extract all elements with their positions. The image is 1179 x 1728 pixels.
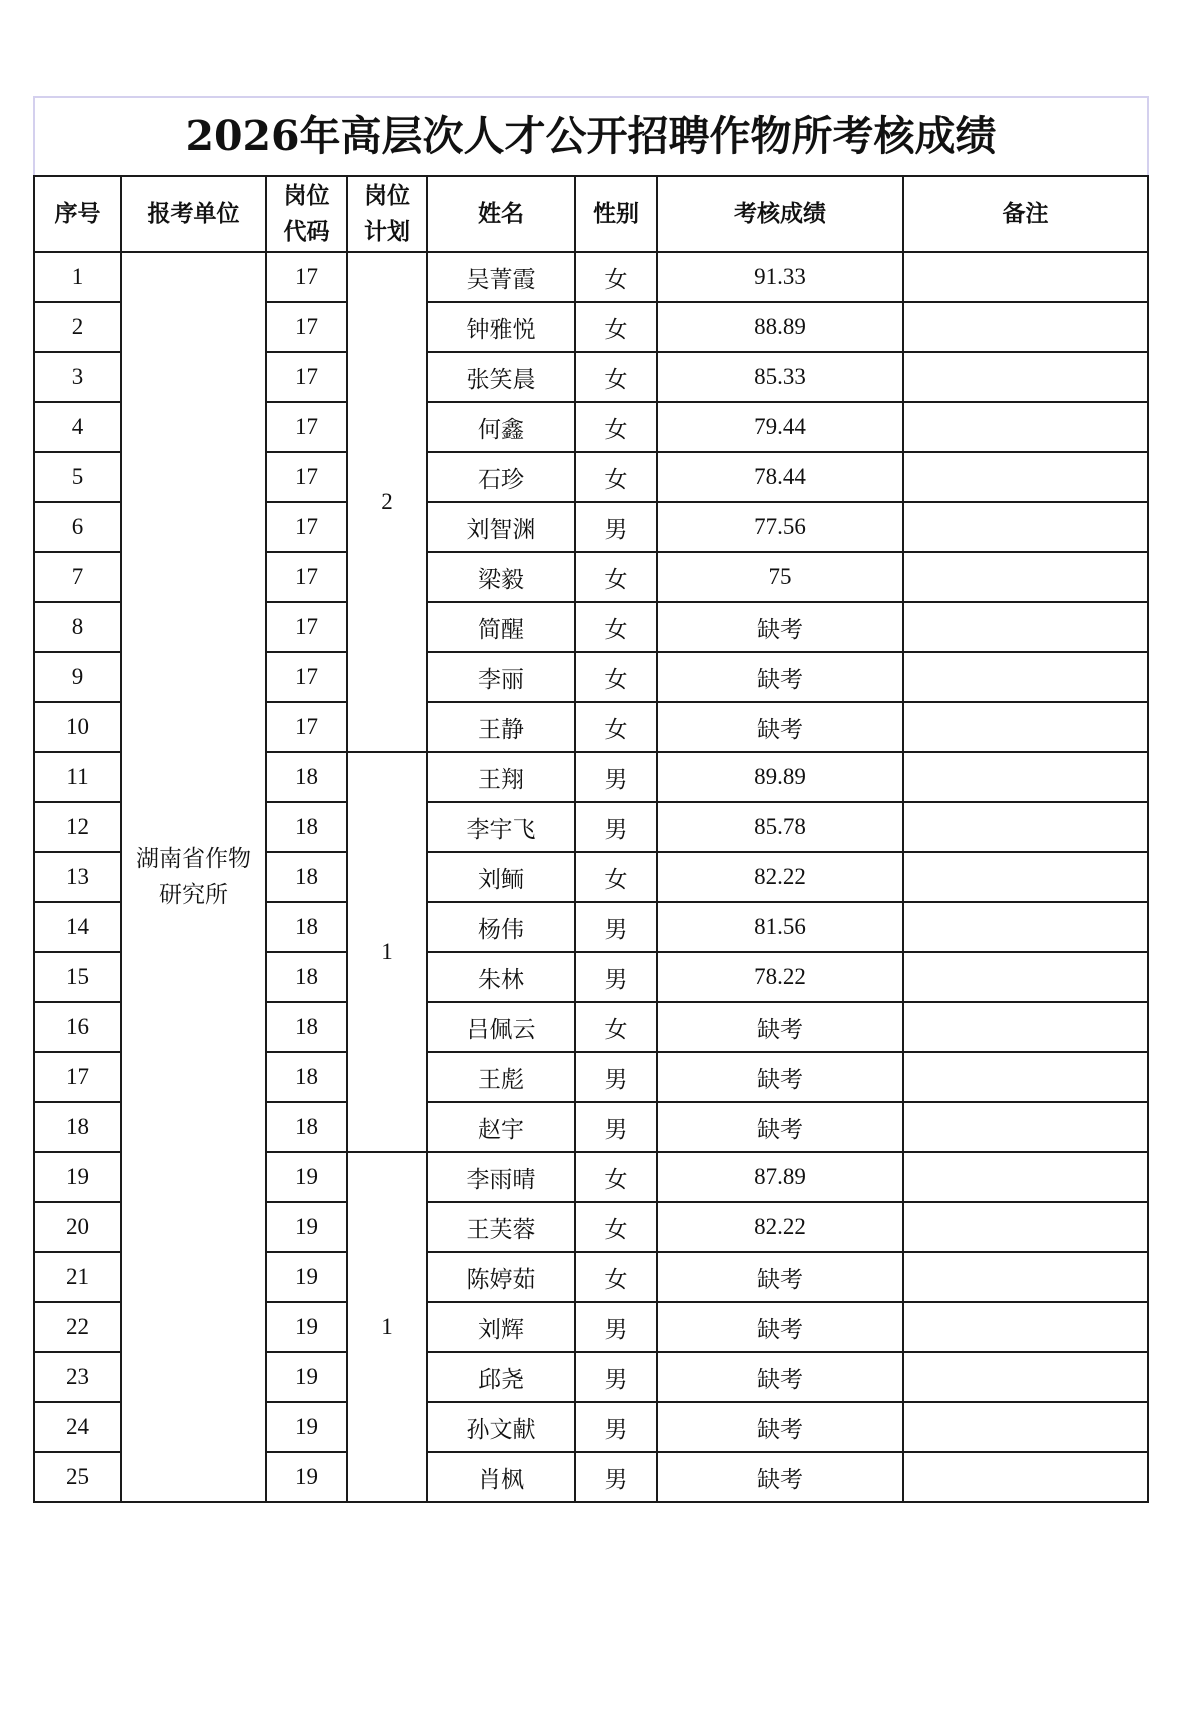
header-score: 考核成绩	[657, 176, 903, 252]
cell-code: 19	[266, 1252, 347, 1302]
cell-name: 李雨晴	[427, 1152, 575, 1202]
cell-remark	[903, 652, 1148, 702]
cell-seq: 8	[34, 602, 121, 652]
cell-remark	[903, 752, 1148, 802]
cell-plan: 2	[347, 252, 427, 752]
cell-score: 缺考	[657, 1252, 903, 1302]
cell-seq: 1	[34, 252, 121, 302]
cell-seq: 13	[34, 852, 121, 902]
cell-name: 刘智渊	[427, 502, 575, 552]
cell-seq: 25	[34, 1452, 121, 1502]
cell-code: 19	[266, 1202, 347, 1252]
cell-seq: 12	[34, 802, 121, 852]
cell-name: 杨伟	[427, 902, 575, 952]
cell-code: 19	[266, 1302, 347, 1352]
cell-code: 17	[266, 452, 347, 502]
cell-seq: 9	[34, 652, 121, 702]
cell-code: 18	[266, 1002, 347, 1052]
cell-score: 78.44	[657, 452, 903, 502]
cell-gender: 女	[575, 1252, 657, 1302]
cell-name: 王芙蓉	[427, 1202, 575, 1252]
cell-name: 孙文献	[427, 1402, 575, 1452]
cell-seq: 6	[34, 502, 121, 552]
cell-remark	[903, 302, 1148, 352]
cell-remark	[903, 852, 1148, 902]
cell-code: 19	[266, 1452, 347, 1502]
cell-plan: 1	[347, 752, 427, 1152]
cell-score: 缺考	[657, 1002, 903, 1052]
cell-gender: 男	[575, 902, 657, 952]
cell-remark	[903, 352, 1148, 402]
cell-gender: 男	[575, 502, 657, 552]
cell-code: 18	[266, 1052, 347, 1102]
header-remark: 备注	[903, 176, 1148, 252]
cell-gender: 女	[575, 652, 657, 702]
cell-seq: 18	[34, 1102, 121, 1152]
cell-seq: 16	[34, 1002, 121, 1052]
header-row	[34, 176, 1148, 252]
cell-score: 79.44	[657, 402, 903, 452]
cell-score: 缺考	[657, 702, 903, 752]
cell-remark	[903, 1252, 1148, 1302]
cell-seq: 2	[34, 302, 121, 352]
cell-name: 石珍	[427, 452, 575, 502]
cell-gender: 女	[575, 552, 657, 602]
cell-score: 缺考	[657, 1352, 903, 1402]
cell-name: 王静	[427, 702, 575, 752]
cell-score: 87.89	[657, 1152, 903, 1202]
cell-seq: 19	[34, 1152, 121, 1202]
cell-remark	[903, 1102, 1148, 1152]
cell-remark	[903, 1352, 1148, 1402]
cell-code: 17	[266, 502, 347, 552]
cell-seq: 10	[34, 702, 121, 752]
cell-score: 85.78	[657, 802, 903, 852]
cell-gender: 女	[575, 1002, 657, 1052]
cell-code: 19	[266, 1152, 347, 1202]
cell-seq: 14	[34, 902, 121, 952]
cell-seq: 15	[34, 952, 121, 1002]
cell-remark	[903, 502, 1148, 552]
cell-remark	[903, 1302, 1148, 1352]
cell-score: 85.33	[657, 352, 903, 402]
cell-unit: 湖南省作物 研究所	[121, 252, 266, 1502]
cell-code: 19	[266, 1402, 347, 1452]
cell-score: 91.33	[657, 252, 903, 302]
cell-gender: 女	[575, 1152, 657, 1202]
cell-score: 缺考	[657, 1452, 903, 1502]
cell-remark	[903, 902, 1148, 952]
cell-name: 刘鲕	[427, 852, 575, 902]
cell-score: 缺考	[657, 602, 903, 652]
cell-name: 李丽	[427, 652, 575, 702]
cell-remark	[903, 402, 1148, 452]
cell-score: 77.56	[657, 502, 903, 552]
cell-code: 17	[266, 702, 347, 752]
cell-seq: 23	[34, 1352, 121, 1402]
cell-score: 82.22	[657, 852, 903, 902]
cell-gender: 男	[575, 752, 657, 802]
cell-gender: 男	[575, 1102, 657, 1152]
cell-score: 89.89	[657, 752, 903, 802]
cell-code: 18	[266, 852, 347, 902]
cell-remark	[903, 702, 1148, 752]
cell-name: 邱尧	[427, 1352, 575, 1402]
cell-code: 17	[266, 402, 347, 452]
cell-remark	[903, 1402, 1148, 1452]
cell-code: 17	[266, 252, 347, 302]
cell-code: 18	[266, 952, 347, 1002]
cell-gender: 女	[575, 302, 657, 352]
cell-code: 17	[266, 552, 347, 602]
cell-seq: 7	[34, 552, 121, 602]
cell-gender: 女	[575, 1202, 657, 1252]
cell-name: 王翔	[427, 752, 575, 802]
cell-seq: 11	[34, 752, 121, 802]
cell-remark	[903, 1052, 1148, 1102]
cell-code: 19	[266, 1352, 347, 1402]
cell-gender: 男	[575, 1052, 657, 1102]
cell-name: 吕佩云	[427, 1002, 575, 1052]
cell-score: 88.89	[657, 302, 903, 352]
cell-remark	[903, 802, 1148, 852]
cell-score: 82.22	[657, 1202, 903, 1252]
cell-seq: 5	[34, 452, 121, 502]
cell-plan: 1	[347, 1152, 427, 1502]
cell-gender: 女	[575, 852, 657, 902]
cell-score: 缺考	[657, 652, 903, 702]
cell-remark	[903, 1152, 1148, 1202]
cell-code: 18	[266, 752, 347, 802]
cell-name: 朱林	[427, 952, 575, 1002]
cell-gender: 女	[575, 602, 657, 652]
cell-gender: 女	[575, 252, 657, 302]
cell-gender: 男	[575, 952, 657, 1002]
cell-score: 缺考	[657, 1302, 903, 1352]
cell-name: 陈婷茹	[427, 1252, 575, 1302]
cell-code: 17	[266, 352, 347, 402]
cell-code: 18	[266, 1102, 347, 1152]
cell-remark	[903, 602, 1148, 652]
cell-score: 81.56	[657, 902, 903, 952]
score-table	[33, 96, 1149, 1503]
cell-remark	[903, 1452, 1148, 1502]
cell-seq: 24	[34, 1402, 121, 1452]
cell-score: 缺考	[657, 1052, 903, 1102]
cell-code: 18	[266, 802, 347, 852]
cell-name: 简醒	[427, 602, 575, 652]
cell-gender: 男	[575, 1452, 657, 1502]
cell-remark	[903, 452, 1148, 502]
header-gender: 性别	[575, 176, 657, 252]
cell-seq: 17	[34, 1052, 121, 1102]
cell-remark	[903, 252, 1148, 302]
cell-remark	[903, 552, 1148, 602]
cell-remark	[903, 952, 1148, 1002]
cell-name: 肖枫	[427, 1452, 575, 1502]
cell-code: 17	[266, 302, 347, 352]
cell-name: 刘辉	[427, 1302, 575, 1352]
cell-seq: 22	[34, 1302, 121, 1352]
cell-seq: 4	[34, 402, 121, 452]
cell-code: 17	[266, 602, 347, 652]
cell-seq: 21	[34, 1252, 121, 1302]
cell-gender: 男	[575, 802, 657, 852]
table-row	[34, 252, 1148, 302]
cell-code: 17	[266, 652, 347, 702]
cell-remark	[903, 1202, 1148, 1252]
cell-gender: 女	[575, 452, 657, 502]
cell-remark	[903, 1002, 1148, 1052]
cell-gender: 女	[575, 702, 657, 752]
cell-name: 李宇飞	[427, 802, 575, 852]
cell-gender: 男	[575, 1402, 657, 1452]
cell-score: 缺考	[657, 1402, 903, 1452]
header-plan: 岗位 计划	[347, 176, 427, 252]
cell-gender: 男	[575, 1302, 657, 1352]
cell-seq: 3	[34, 352, 121, 402]
header-seq: 序号	[34, 176, 121, 252]
cell-name: 王彪	[427, 1052, 575, 1102]
cell-code: 18	[266, 902, 347, 952]
cell-gender: 女	[575, 402, 657, 452]
cell-name: 何鑫	[427, 402, 575, 452]
header-name: 姓名	[427, 176, 575, 252]
cell-score: 缺考	[657, 1102, 903, 1152]
cell-score: 75	[657, 552, 903, 602]
page-title: 2026年高层次人才公开招聘作物所考核成绩	[33, 96, 1149, 175]
header-code: 岗位 代码	[266, 176, 347, 252]
cell-name: 赵宇	[427, 1102, 575, 1152]
cell-gender: 女	[575, 352, 657, 402]
cell-score: 78.22	[657, 952, 903, 1002]
table-body	[34, 252, 1148, 1502]
cell-seq: 20	[34, 1202, 121, 1252]
cell-gender: 男	[575, 1352, 657, 1402]
cell-name: 吴菁霞	[427, 252, 575, 302]
header-unit: 报考单位	[121, 176, 266, 252]
cell-name: 钟雅悦	[427, 302, 575, 352]
cell-name: 梁毅	[427, 552, 575, 602]
cell-name: 张笑晨	[427, 352, 575, 402]
